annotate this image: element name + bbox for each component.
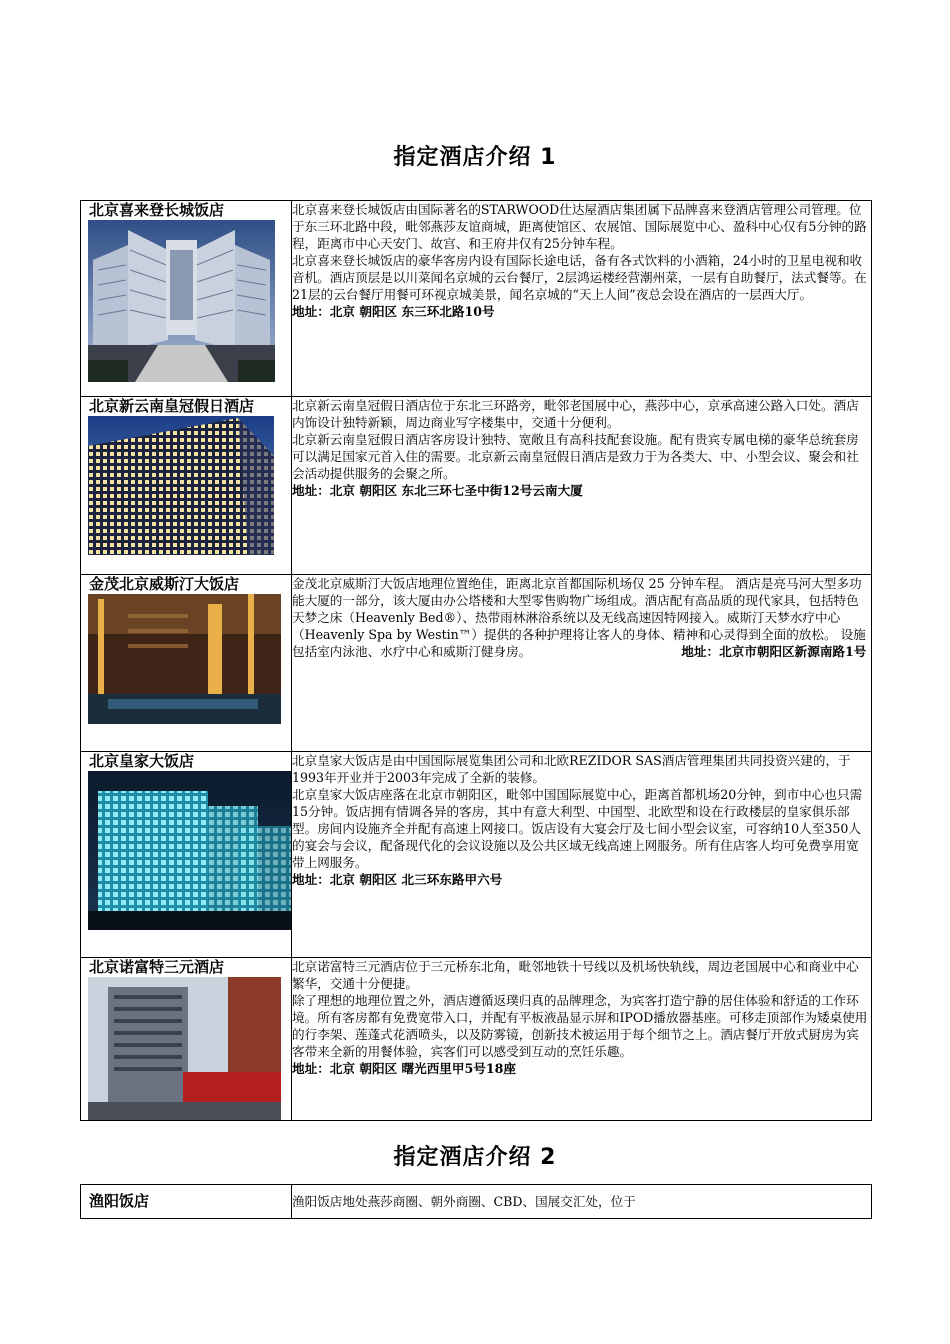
hotel-address: 地址：北京 朝阳区 东三环北路10号 (292, 304, 495, 319)
hotel-name: 北京诺富特三元酒店 (89, 958, 225, 976)
hotel-address: 地址：北京 朝阳区 曙光西里甲5号18座 (292, 1061, 516, 1076)
hotel-table-2 (80, 1184, 872, 1219)
hotel-description: 北京皇家大饭店是由中国国际展览集团公司和北欧REZIDOR SAS酒店管理集团共同投资兴建的，于1993年开业并于2003年完成了全新的装修。 (292, 753, 851, 785)
hotel-desc-cell (292, 397, 872, 575)
table-row (81, 958, 872, 1121)
hotel-description: 北京喜来登长城饭店由国际著名的STARWOOD仕达屋酒店集团属下品牌喜来登酒店管理公司管理。位于东三环北路中段，毗邻燕莎友谊商城，距离使馆区、农展馆、国际展览中心、盈科中心仅有5分钟的路程，距离市中心天安门、故宫、和王府井仅有25分钟车程。 (292, 202, 867, 251)
hotel-name: 金茂北京威斯汀大饭店 (89, 575, 240, 593)
hotel-description: 北京喜来登长城饭店的豪华客房内设有国际长途电话，备有各式饮料的小酒箱，24小时的卫星电视和收音机。酒店顶层是以川菜闻名京城的云台餐厅，2层鸿运楼经营潮州菜，一层有自助餐厅，法式餐等。在21层的云台餐厅用餐可环视京城美景，闻名京城的“天上人间”夜总会设在酒店的一层西大厅。 (292, 253, 867, 302)
hotel-name-cell (81, 752, 292, 958)
hotel-desc-cell (292, 752, 872, 958)
hotel-photo-westin (88, 594, 291, 724)
table-row (81, 752, 872, 958)
hotel-description (292, 575, 871, 660)
hotel-name-cell (81, 958, 292, 1121)
table-row (81, 397, 872, 575)
hotel-address: 地址：北京 朝阳区 北三环东路甲六号 (292, 872, 503, 887)
table-row (81, 575, 872, 752)
hotel-name-cell (81, 397, 292, 575)
hotel-description: 北京皇家大饭店座落在北京市朝阳区，毗邻中国国际展览中心，距离首都机场20分钟，到市中心也只需15分钟。饭店拥有情调各异的客房，其中有意大利型、中国型、北欧型和设在行政楼层的皇家俱乐部型。房间内设施齐全并配有高速上网接口。饭店设有大宴会厅及七间小型会议室，可容纳10人至350人的宴会与会议，配备现代化的会议设施以及公共区域无线高速上网服务。所有住店客人均可免费享用宽带上网服务。 (292, 787, 863, 870)
hotel-name: 渔阳饭店 (89, 1192, 150, 1210)
hotel-description: 北京诺富特三元酒店位于三元桥东北角，毗邻地铁十号线以及机场快轨线，周边老国展中心和商业中心繁华，交通十分便捷。 (292, 959, 859, 991)
hotel-description-text: 金茂北京威斯汀大饭店地理位置绝佳，距离北京首都国际机场仅 25 分钟车程。 酒店是亮马河大型多功能大厦的一部分，该大厦由办公塔楼和大型零售购物广场组成。酒店配有高品质的现代家具，包括特色天梦之床（Heavenly Bed®）、热带雨林淋浴系统以及无线高速因特网接入。威斯汀天梦水疗中心（Heavenly Spa by Westin™）提供的各种护理将让客人的身体、精神和心灵得到全面的放松。 设施包括室内泳池、水疗中心和威斯汀健身房。 (292, 576, 866, 659)
hotel-name: 北京皇家大饭店 (89, 752, 195, 770)
hotel-name-cell (81, 575, 292, 752)
table-row (81, 1185, 872, 1219)
hotel-name: 北京喜来登长城饭店 (89, 201, 225, 219)
hotel-description: 渔阳饭店地处燕莎商圈、朝外商圈、CBD、国展交汇处，位于 (292, 1194, 636, 1209)
hotel-photo-royal (88, 771, 291, 930)
hotel-description: 北京新云南皇冠假日酒店客房设计独特、宽敞且有高科技配套设施。配有贵宾专属电梯的豪华总统套房可以满足国家元首入住的需要。北京新云南皇冠假日酒店是致力于为各类大、中、小型会议、聚会和社会活动提供服务的会聚之所。 (292, 432, 859, 481)
hotel-address: 地址：北京市朝阳区新源南路1号 (681, 644, 867, 659)
hotel-name: 北京新云南皇冠假日酒店 (89, 397, 255, 415)
hotel-desc-cell (292, 575, 872, 752)
hotel-name-cell (81, 201, 292, 397)
hotel-address: 地址：北京 朝阳区 东北三环七圣中街12号云南大厦 (292, 483, 583, 498)
hotel-photo-sheraton (88, 220, 291, 382)
table-row (81, 201, 872, 397)
hotel-photo-crowne-plaza (88, 416, 291, 555)
hotel-table-1 (80, 200, 872, 1121)
hotel-description: 除了理想的地理位置之外，酒店遵循返璞归真的品牌理念，为宾客打造宁静的居住体验和舒适的工作环境。所有客房都有免费宽带入口，并配有平板液晶显示屏和IPOD播放器基座。可移走顶部作为矮桌使用的行李架、莲蓬式花洒喷头，以及防雾镜，创新技术被运用于每个细节之上。酒店餐厅开放式厨房为宾客带来全新的用餐体验，宾客们可以感受到互动的烹饪乐趣。 (292, 993, 868, 1059)
section1-title: 指定酒店介绍 1 (393, 145, 557, 170)
hotel-photo-novotel (88, 977, 291, 1120)
hotel-description: 北京新云南皇冠假日酒店位于东北三环路旁，毗邻老国展中心，燕莎中心，京承高速公路入口处。酒店内饰设计独特新颖，周边商业写字楼集中，交通十分便利。 (292, 398, 859, 430)
section2-title: 指定酒店介绍 2 (393, 1145, 557, 1170)
hotel-desc-cell (292, 1185, 872, 1219)
hotel-desc-cell (292, 201, 872, 397)
hotel-name-cell (81, 1185, 292, 1219)
hotel-desc-cell (292, 958, 872, 1121)
